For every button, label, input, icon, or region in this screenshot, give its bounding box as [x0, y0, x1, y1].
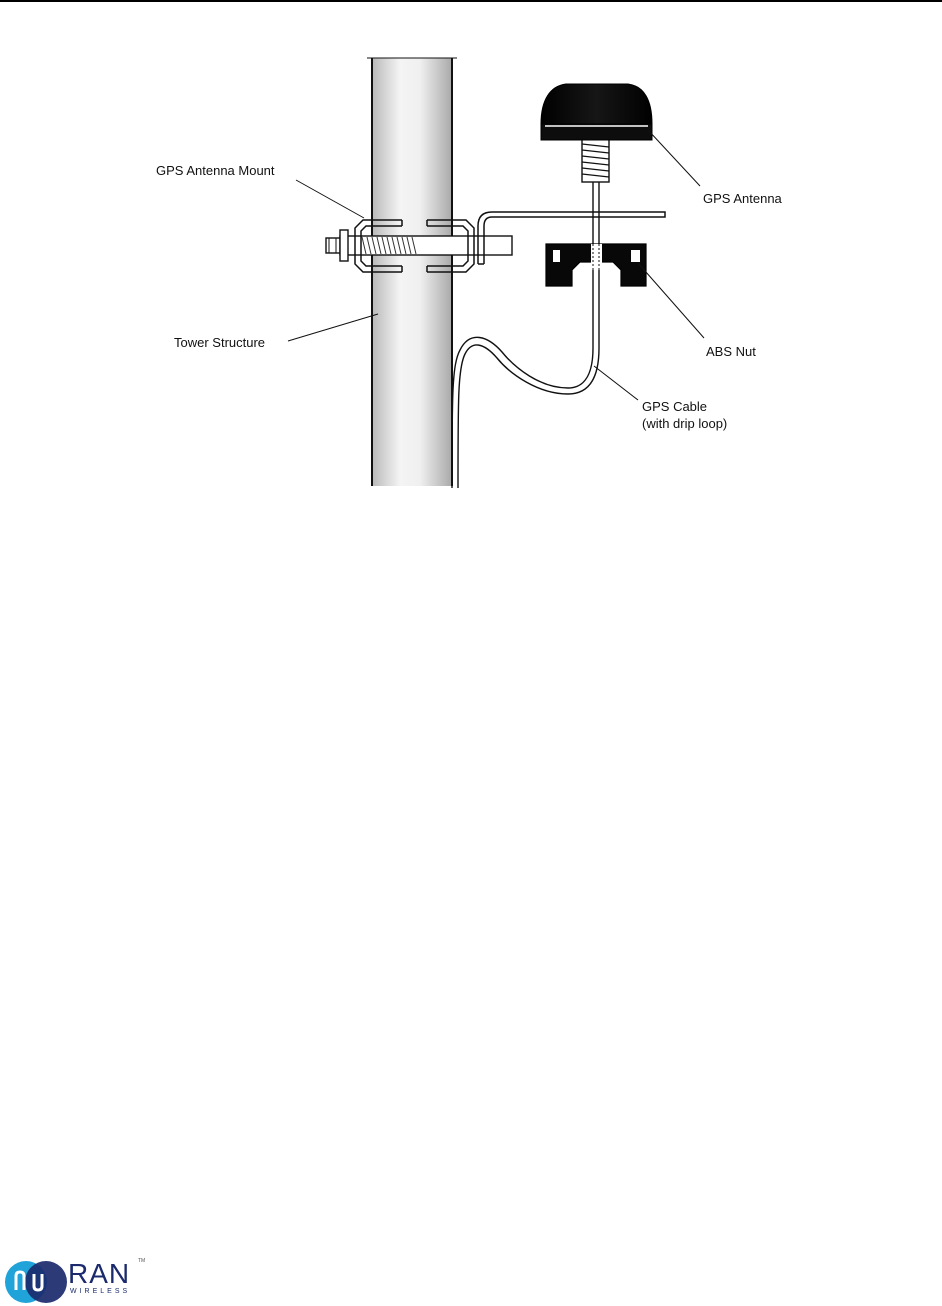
- label-gps-antenna: GPS Antenna: [703, 191, 782, 206]
- gps-mount-diagram: [0, 0, 942, 520]
- antenna-stem: [582, 138, 609, 182]
- company-logo: [4, 1256, 164, 1306]
- leader-mount: [296, 180, 364, 218]
- label-gps-antenna-mount: GPS Antenna Mount: [156, 163, 275, 178]
- gps-cable: [452, 180, 599, 488]
- logo-trademark: TM: [138, 1258, 146, 1264]
- gps-antenna-dome: [541, 84, 652, 140]
- leader-antenna: [648, 130, 700, 186]
- logo-wordmark: RAN: [68, 1258, 131, 1289]
- logo-circles-icon: [4, 1256, 74, 1306]
- leader-nut: [638, 263, 704, 338]
- label-gps-cable: GPS Cable: [642, 399, 708, 414]
- label-abs-nut: ABS Nut: [706, 344, 756, 359]
- abs-nut: [546, 244, 646, 286]
- label-gps-cable-note: (with drip loop): [642, 416, 728, 431]
- leader-tower: [288, 314, 378, 341]
- logo-subtitle: WIRELESS: [70, 1288, 131, 1295]
- label-tower-structure: Tower Structure: [174, 335, 266, 350]
- leader-cable: [594, 366, 638, 400]
